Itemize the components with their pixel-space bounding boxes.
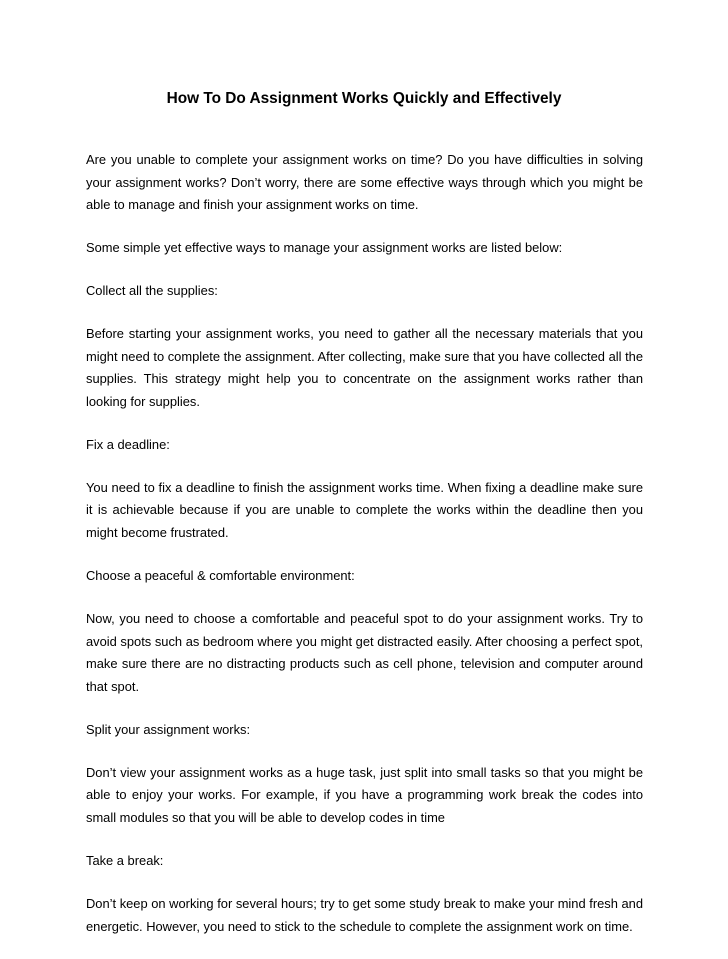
paragraph-environment: Now, you need to choose a comfortable and peaceful spot to do your assignment works. Try to avoid spots such as bedroom where you might get distracted easily. After choosing a perfect spot, make sure there are no distracting products such as cell phone, television and computer around that spot. (86, 611, 643, 694)
document-title: How To Do Assignment Works Quickly and Effectively (166, 90, 562, 107)
section-heading-deadline: Fix a deadline: (86, 436, 170, 452)
section-heading-split: Split your assignment works: (86, 721, 251, 737)
document-body (86, 149, 643, 959)
paragraph-split: Don’t view your assignment works as a huge task, just split into small tasks so that you might be able to enjoy your works. For example, if you have a programming work break the codes into small modules so that you will be able to develop codes in time (86, 764, 643, 825)
section-heading-supplies: Collect all the supplies: (86, 283, 218, 299)
section-heading-break: Take a break: (86, 852, 164, 868)
section-heading-environment: Choose a peaceful & comfortable environment: (86, 568, 355, 584)
paragraph-supplies: Before starting your assignment works, you need to gather all the necessary materials that you might need to complete the assignment. After collecting, make sure that you have collected all the supplies. This strategy might help you to concentrate on the assignment works rather than looking for supplies. (86, 326, 643, 409)
paragraph-deadline: You need to fix a deadline to finish the assignment works time. When fixing a deadline make sure it is achievable because if you are unable to complete the works within the deadline then you might become frustrated. (86, 479, 643, 541)
paragraph-intro: Are you unable to complete your assignment works on time? Do you have difficulties in solving your assignment works? Don’t worry, there are some effective ways through which you might be able to manage and finish your assignment works on time. (86, 152, 643, 213)
paragraph-overview: Some simple yet effective ways to manage your assignment works are listed below: (86, 240, 563, 256)
paragraph-break: Don’t keep on working for several hours; try to get some study break to make your mind fresh and energetic. However, you need to stick to the schedule to complete the assignment work on time. (86, 895, 643, 934)
